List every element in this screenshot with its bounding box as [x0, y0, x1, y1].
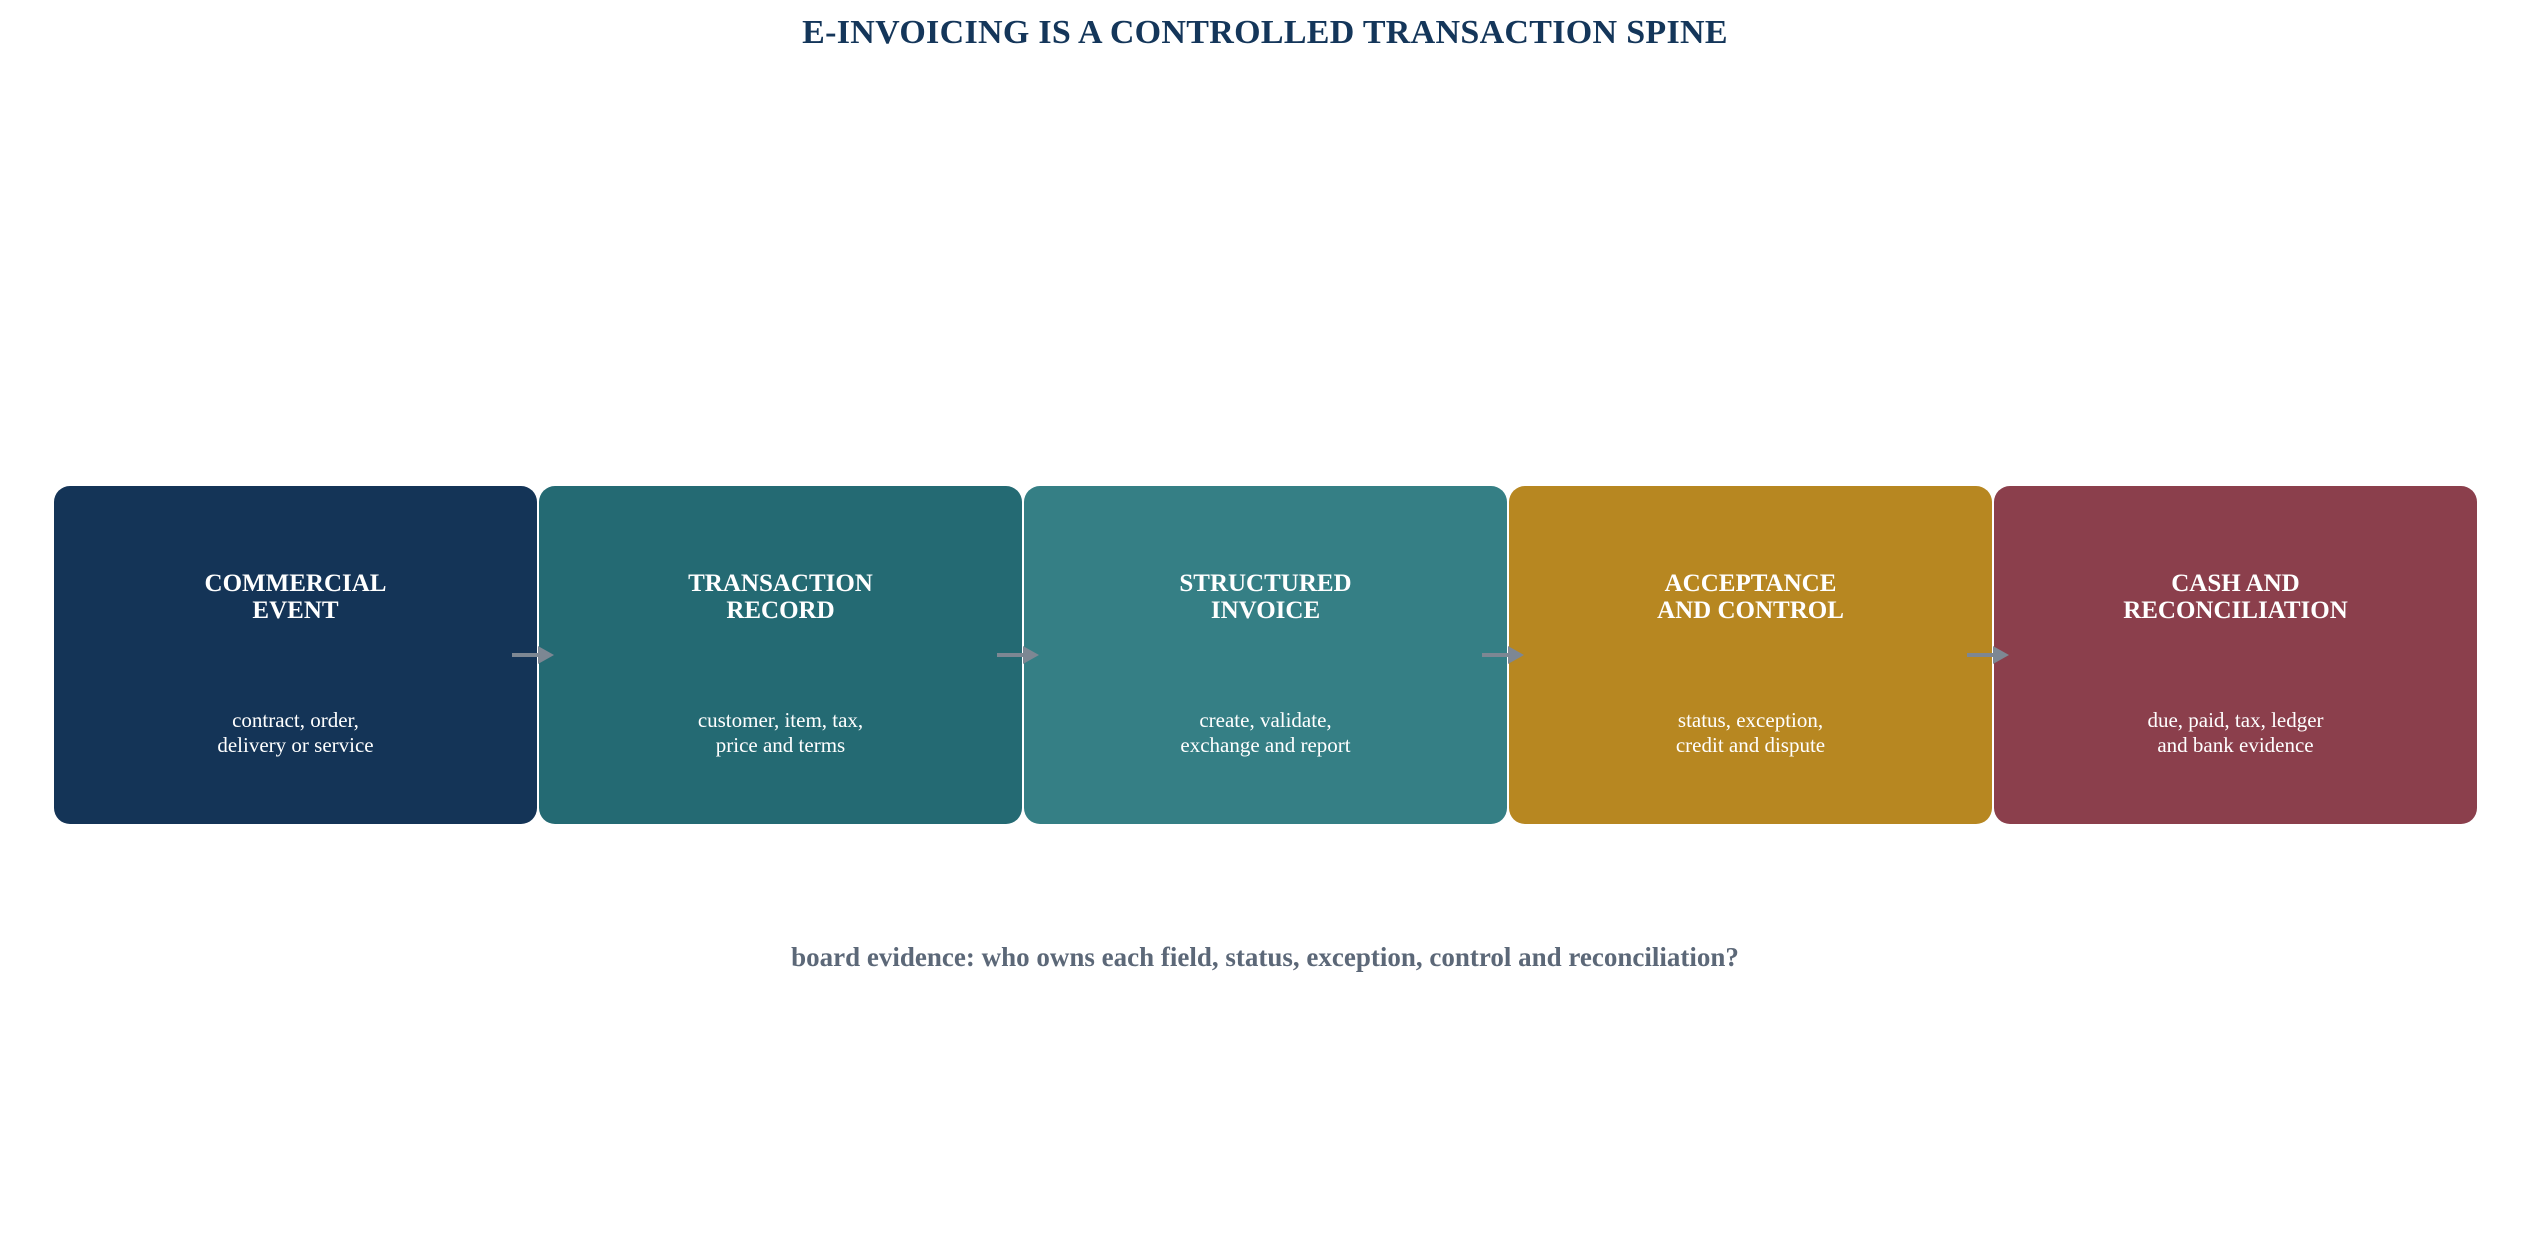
arrow-right-icon: [995, 641, 1041, 669]
stage-acceptance-and-control: [1509, 486, 1992, 824]
diagram-title: E-INVOICING IS A CONTROLLED TRANSACTION SPINE: [802, 14, 1728, 51]
stage-title: STRUCTURED INVOICE: [1179, 570, 1352, 624]
arrow-right-icon: [510, 641, 556, 669]
stage-description: customer, item, tax, price and terms: [697, 708, 864, 757]
stage-transaction-record: [539, 486, 1022, 824]
stage-title: TRANSACTION RECORD: [688, 570, 873, 624]
stage-title: CASH AND RECONCILIATION: [2123, 570, 2348, 624]
stage-title: ACCEPTANCE AND CONTROL: [1657, 570, 1844, 624]
stage-cash-and-reconciliation: [1994, 486, 2477, 824]
stage-description: create, validate, exchange and report: [1180, 708, 1351, 757]
arrow-right-icon: [1480, 641, 1526, 669]
stage-description: due, paid, tax, ledger and bank evidence: [2147, 708, 2324, 757]
stage-title: COMMERCIAL EVENT: [204, 570, 387, 624]
arrow-right-icon: [1965, 641, 2011, 669]
board-evidence-caption: board evidence: who owns each field, status, exception, control and reconciliation?: [791, 942, 1739, 972]
stage-description: contract, order, delivery or service: [217, 708, 374, 757]
stage-commercial-event: [54, 486, 537, 824]
transaction-spine: [54, 486, 2478, 824]
stage-structured-invoice: [1024, 486, 1507, 824]
stage-description: status, exception, credit and dispute: [1675, 708, 1826, 757]
